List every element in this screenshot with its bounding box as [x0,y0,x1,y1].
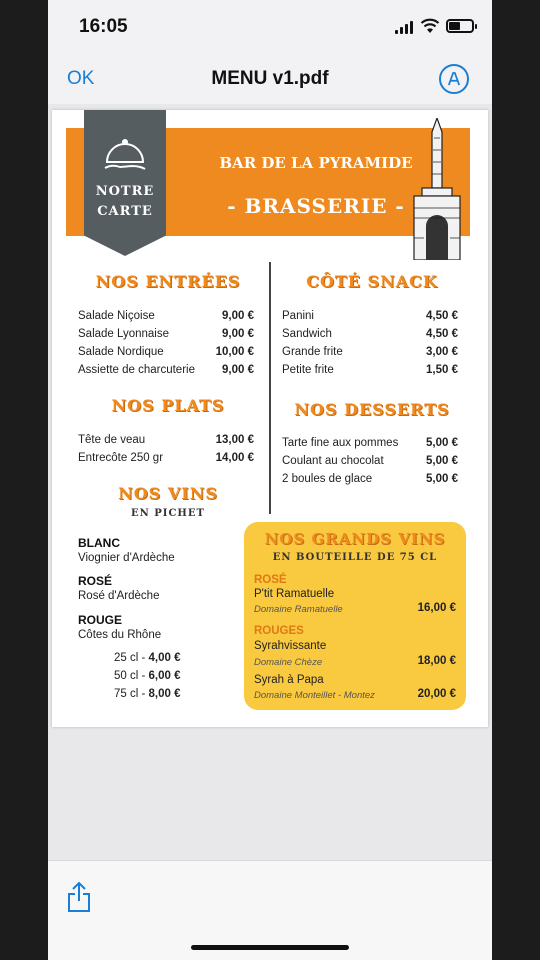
item-name: Salade Nordique [78,346,164,358]
volume-price-row [114,652,181,664]
item-name: Entrecôte 250 gr [78,452,164,464]
status-bar [48,0,492,54]
item-price: 5,00 € [426,473,458,485]
badge-line-1: NOTRE [95,184,155,199]
menu-item-row [78,346,254,358]
item-name: Coulant au chocolat [282,455,384,467]
volume-price-row [114,688,181,700]
item-price: 9,00 € [222,310,254,322]
grands-vins-rose-label: ROSÉ [254,574,287,586]
volume-price-row [114,670,181,682]
rouge-wine: Côtes du Rhône [78,629,162,641]
cellular-signal-icon [395,21,415,34]
entrees-title: NOS ENTRÉES [95,272,241,291]
markup-icon[interactable] [439,64,469,94]
item-name: Sandwich [282,328,332,340]
home-indicator[interactable] [191,945,349,950]
volume-price: 6,00 € [148,670,181,682]
battery-icon [446,19,474,33]
item-price: 4,50 € [426,310,458,322]
column-divider [269,262,271,514]
document-title: MENU v1.pdf [211,68,329,89]
wine-price: 16,00 € [417,602,456,614]
vins-subtitle: EN PICHET [131,508,205,519]
item-name: Panini [282,310,314,322]
bottom-toolbar [48,860,492,960]
phone-screen [48,0,492,960]
rose-label: ROSÉ [78,574,113,588]
item-name: Salade Lyonnaise [78,328,170,340]
item-name: Petite frite [282,364,334,376]
grands-vins-rouges-label: ROUGES [254,625,304,637]
item-price: 9,00 € [222,364,254,376]
wine-domaine: Domaine Ramatuelle [254,604,343,615]
blanc-wine: Viognier d'Ardèche [78,552,175,564]
bar-name: BAR DE LA PYRAMIDE [219,154,413,172]
menu-item-row [78,434,254,446]
volume-price: 8,00 € [148,688,181,700]
grands-vins-box [244,522,466,710]
item-name: Grande frite [282,346,343,358]
menu-item-row [282,328,458,340]
menu-item-row [282,310,458,322]
item-price: 4,50 € [426,328,458,340]
menu-item-row [78,364,254,376]
menu-item-row [78,328,254,340]
item-name: Assiette de charcuterie [78,364,195,376]
wine-name: Syrah à Papa [254,674,324,686]
wine-domaine: Domaine Monteillet - Montez [254,690,375,701]
rose-wine: Rosé d'Ardèche [78,590,160,602]
wine-name: Syrahvissante [254,640,327,652]
volume-price: 4,00 € [148,652,181,664]
pyramid-monument-icon [402,118,472,260]
item-price: 3,00 € [426,346,458,358]
menu-item-row [282,455,458,467]
grands-vins-title: NOS GRANDS VINS [264,530,446,548]
nav-bar [48,54,492,104]
volume-label: 25 cl - [114,652,149,664]
snack-title: CÔTÉ SNACK [306,272,438,291]
item-name: Salade Niçoise [78,310,155,322]
item-price: 5,00 € [426,455,458,467]
menu-item-row [282,346,458,358]
pdf-page [52,110,488,727]
badge-line-2: CARTE [97,204,153,219]
share-icon[interactable] [66,881,92,913]
wine-name: P'tit Ramatuelle [254,588,335,600]
brasserie-title: - BRASSERIE - [227,194,405,218]
menu-item-row [282,473,458,485]
item-price: 9,00 € [222,328,254,340]
wifi-icon [420,18,440,34]
plats-title: NOS PLATS [111,396,225,415]
pdf-viewer[interactable] [48,104,492,860]
vins-title: NOS VINS [118,484,218,503]
badge-text [84,182,166,222]
wine-price: 18,00 € [417,655,456,667]
wine-domaine: Domaine Chèze [254,657,323,668]
desserts-title: NOS DESSERTS [294,400,450,419]
item-name: Tête de veau [78,434,146,446]
ok-button[interactable]: OK [67,68,95,89]
item-price: 13,00 € [215,434,254,446]
item-price: 14,00 € [215,452,254,464]
item-price: 1,50 € [426,364,458,376]
item-name: 2 boules de glace [282,473,373,485]
menu-item-row [78,310,254,322]
item-price: 10,00 € [215,346,254,358]
volume-label: 50 cl - [114,670,149,682]
item-price: 5,00 € [426,437,458,449]
grands-vins-subtitle: EN BOUTEILLE DE 75 CL [272,552,438,563]
volume-label: 75 cl - [114,688,149,700]
item-name: Tarte fine aux pommes [282,437,399,449]
menu-item-row [78,452,254,464]
menu-item-row [282,437,458,449]
wine-price: 20,00 € [417,688,456,700]
cloche-icon [102,130,148,174]
rouge-label: ROUGE [78,613,123,627]
menu-item-row [282,364,458,376]
blanc-label: BLANC [78,536,120,550]
status-time: 16:05 [79,16,128,37]
